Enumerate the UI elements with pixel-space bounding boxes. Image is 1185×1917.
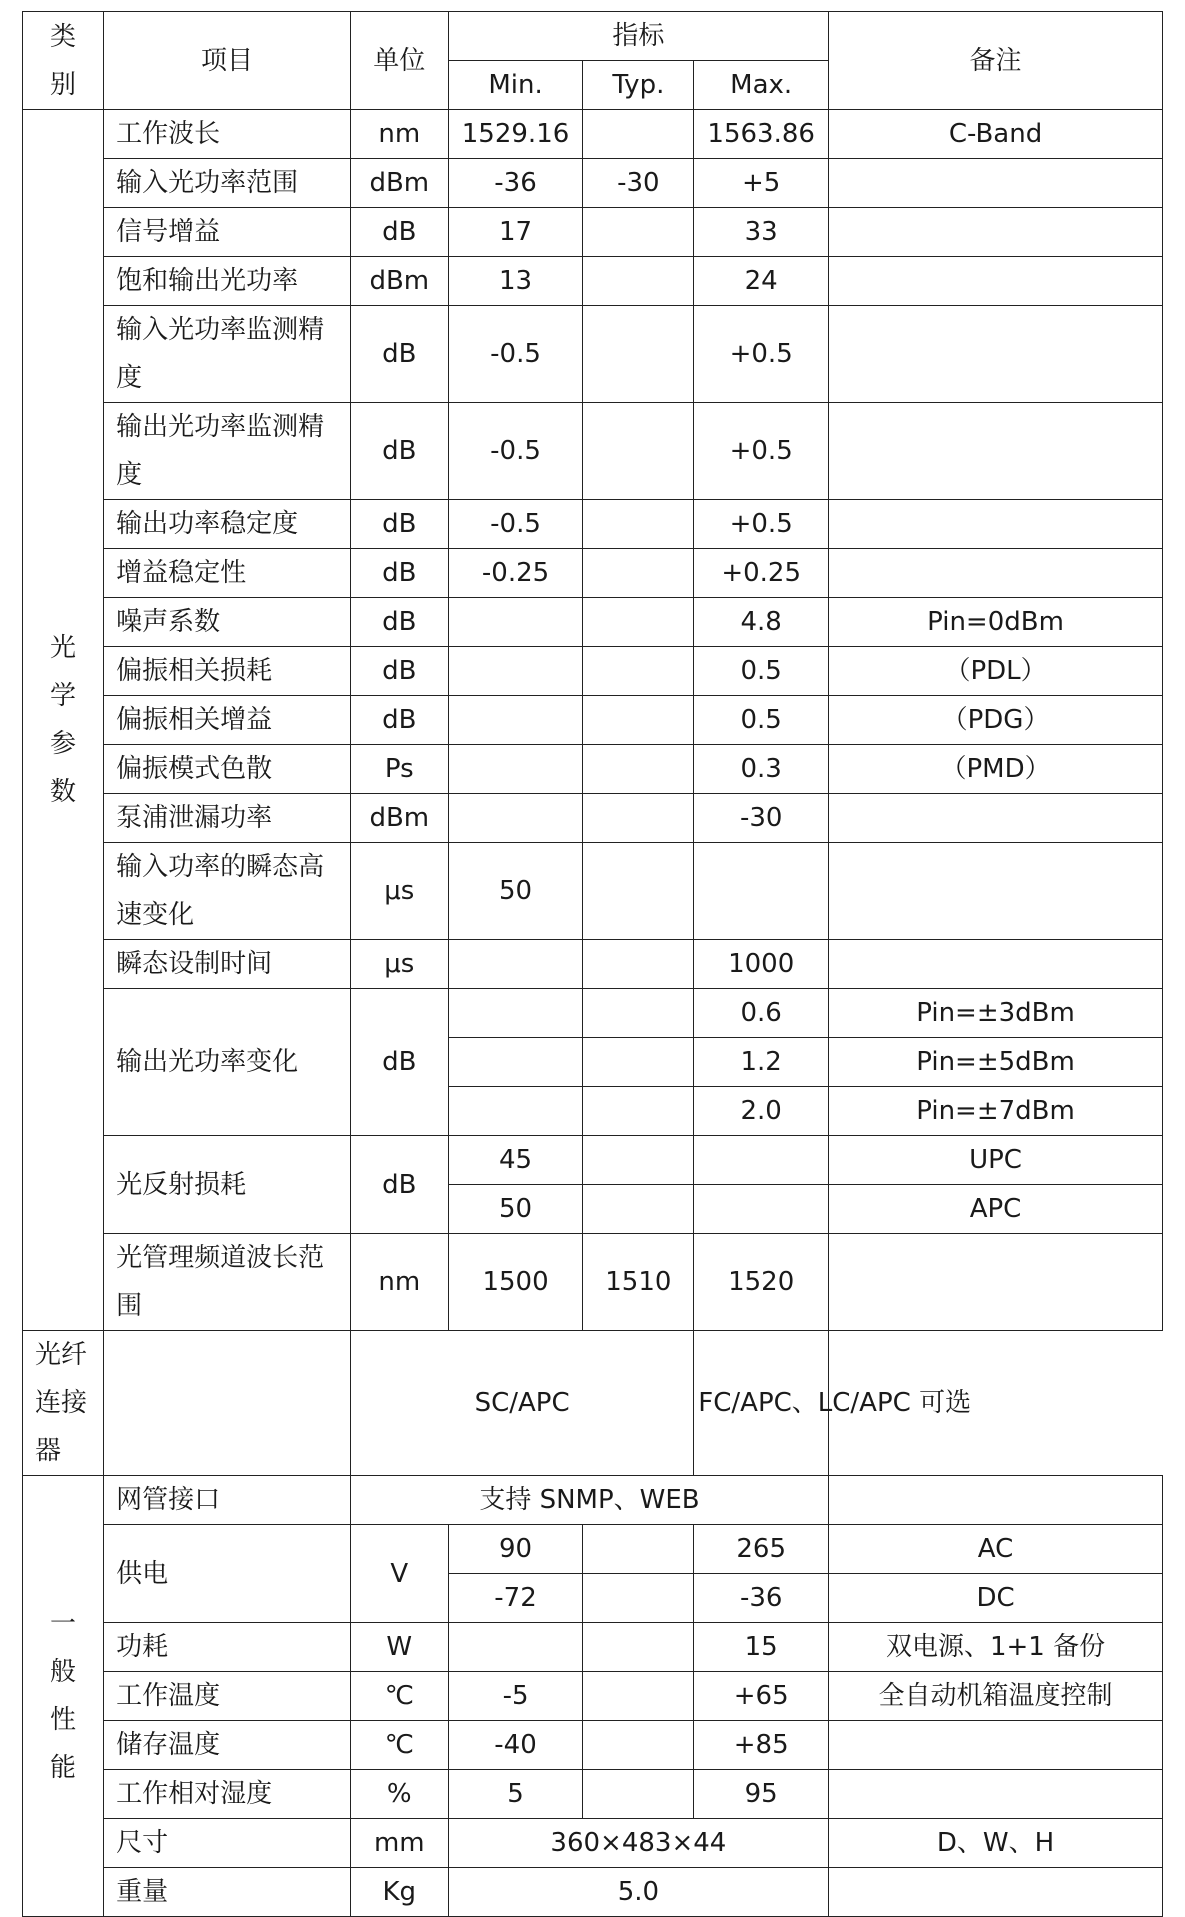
row-remark: Pin=±7dBm [829,1087,1163,1136]
row-unit: % [350,1770,448,1819]
row-typ [583,989,694,1038]
row-unit: dB [350,403,448,500]
row-item: 输出功率稳定度 [104,500,351,549]
row-item: 输入功率的瞬态高速变化 [104,843,351,940]
row-unit: dB [350,306,448,403]
row-item: 光管理频道波长范围 [104,1234,351,1331]
row-typ [583,208,694,257]
row-remark: 全自动机箱温度控制 [829,1672,1163,1721]
row-unit: Kg [350,1868,448,1917]
row-min: -0.5 [448,403,583,500]
row-remark: （PDL） [829,647,1163,696]
row-min [448,647,583,696]
row-max: 265 [694,1525,829,1574]
row-typ: -30 [583,159,694,208]
table-row [23,1868,1163,1917]
row-typ [583,549,694,598]
row-item: 工作相对湿度 [104,1770,351,1819]
row-value: SC/APC [350,1331,693,1476]
row-item: 输出光功率变化 [104,989,351,1136]
table-row [23,306,1163,403]
category-optical: 光学参数 [23,110,104,1331]
header-item: 项目 [104,12,351,110]
row-remark [829,1770,1163,1819]
row-max: +5 [694,159,829,208]
row-typ [583,110,694,159]
row-unit: mm [350,1819,448,1868]
row-remark [829,500,1163,549]
row-unit: dB [350,549,448,598]
table-row [23,1721,1163,1770]
row-max: 24 [694,257,829,306]
table-row [23,257,1163,306]
row-item: 噪声系数 [104,598,351,647]
row-min: 17 [448,208,583,257]
row-max: 2.0 [694,1087,829,1136]
table-row [23,696,1163,745]
table-row [23,940,1163,989]
row-max: +0.5 [694,306,829,403]
row-item: 储存温度 [104,1721,351,1770]
row-item: 工作波长 [104,110,351,159]
row-typ [583,940,694,989]
header-min: Min. [448,61,583,110]
row-max: 0.5 [694,647,829,696]
row-max: 1.2 [694,1038,829,1087]
table-row [23,208,1163,257]
row-max: -36 [694,1574,829,1623]
row-typ [583,843,694,940]
row-max: 0.3 [694,745,829,794]
row-max: 15 [694,1623,829,1672]
row-item: 偏振相关增益 [104,696,351,745]
row-item: 输入光功率范围 [104,159,351,208]
row-unit: dB [350,696,448,745]
category-general: 一般性能 [23,1476,104,1917]
row-min: 45 [448,1136,583,1185]
table-row [23,549,1163,598]
row-min: -0.25 [448,549,583,598]
row-remark [829,549,1163,598]
row-max: 1563.86 [694,110,829,159]
row-remark: UPC [829,1136,1163,1185]
row-remark [829,257,1163,306]
row-min: 13 [448,257,583,306]
row-typ [583,1185,694,1234]
row-max: 1000 [694,940,829,989]
row-max: +0.25 [694,549,829,598]
table-row [23,745,1163,794]
row-min: -5 [448,1672,583,1721]
table-row [23,1476,1163,1525]
row-unit: dB [350,500,448,549]
row-typ [583,1136,694,1185]
table-row [23,1234,1163,1331]
table-row [23,1819,1163,1868]
row-remark [829,403,1163,500]
table-row [23,1770,1163,1819]
table-row [23,159,1163,208]
row-unit: nm [350,110,448,159]
row-min: 1529.16 [448,110,583,159]
row-typ [583,257,694,306]
row-typ [583,1672,694,1721]
table-row [23,843,1163,940]
header-indicator: 指标 [448,12,828,61]
row-item: 供电 [104,1525,351,1623]
row-max: 1520 [694,1234,829,1331]
row-item: 瞬态设制时间 [104,940,351,989]
row-unit: Ps [350,745,448,794]
row-item: 光纤连接器 [23,1331,104,1476]
row-min: -40 [448,1721,583,1770]
table-row [23,403,1163,500]
row-value: 360×483×44 [448,1819,828,1868]
row-remark [829,208,1163,257]
row-item: 偏振模式色散 [104,745,351,794]
row-item: 信号增益 [104,208,351,257]
row-unit [104,1331,351,1476]
row-unit: dB [350,647,448,696]
row-typ [583,598,694,647]
row-remark [829,1476,1163,1525]
row-unit: dB [350,1136,448,1234]
table-row [23,110,1163,159]
row-unit: W [350,1623,448,1672]
row-typ [583,647,694,696]
spec-table [22,11,1163,1917]
row-min: 50 [448,1185,583,1234]
row-unit: dBm [350,257,448,306]
row-unit: dB [350,598,448,647]
row-max: 0.6 [694,989,829,1038]
row-remark [829,306,1163,403]
row-remark [829,940,1163,989]
row-remark [829,1234,1163,1331]
row-unit: μs [350,940,448,989]
row-value: 支持 SNMP、WEB [350,1476,828,1525]
row-item: 偏振相关损耗 [104,647,351,696]
row-min: -36 [448,159,583,208]
row-typ [583,1038,694,1087]
row-unit: dBm [350,159,448,208]
row-min: 90 [448,1525,583,1574]
row-remark: APC [829,1185,1163,1234]
row-item: 光反射损耗 [104,1136,351,1234]
row-min [448,940,583,989]
row-item: 功耗 [104,1623,351,1672]
row-min: 1500 [448,1234,583,1331]
table-row [23,794,1163,843]
table-row [23,598,1163,647]
row-min: -72 [448,1574,583,1623]
row-typ [583,306,694,403]
row-min [448,1623,583,1672]
row-remark: AC [829,1525,1163,1574]
row-max [694,1185,829,1234]
row-min [448,1038,583,1087]
row-max: 0.5 [694,696,829,745]
row-unit: dB [350,989,448,1136]
row-remark: FC/APC、LC/APC 可选 [694,1331,829,1476]
row-max: -30 [694,794,829,843]
table-row [23,1525,1163,1574]
row-min [448,794,583,843]
row-remark [829,1868,1163,1917]
row-value: 5.0 [448,1868,828,1917]
header-category: 类别 [23,12,104,110]
row-remark: （PMD） [829,745,1163,794]
row-typ [583,403,694,500]
row-min: -0.5 [448,306,583,403]
header-max: Max. [694,61,829,110]
row-typ [583,1087,694,1136]
row-unit: nm [350,1234,448,1331]
row-min [448,1087,583,1136]
row-remark: DC [829,1574,1163,1623]
row-max: 95 [694,1770,829,1819]
row-remark: 双电源、1+1 备份 [829,1623,1163,1672]
row-unit: dB [350,208,448,257]
row-max [694,843,829,940]
row-remark: Pin=±3dBm [829,989,1163,1038]
row-max [694,1136,829,1185]
row-min: 50 [448,843,583,940]
row-item: 工作温度 [104,1672,351,1721]
row-max: +65 [694,1672,829,1721]
row-typ [583,500,694,549]
row-item: 输入光功率监测精度 [104,306,351,403]
row-item: 增益稳定性 [104,549,351,598]
row-typ [583,794,694,843]
row-item: 重量 [104,1868,351,1917]
row-remark: Pin=0dBm [829,598,1163,647]
row-typ [583,1525,694,1574]
row-unit: V [350,1525,448,1623]
row-item: 输出光功率监测精度 [104,403,351,500]
row-remark [829,794,1163,843]
row-min [448,989,583,1038]
row-remark [829,1721,1163,1770]
row-typ [583,1721,694,1770]
row-max: 4.8 [694,598,829,647]
header-row [23,12,1163,61]
row-remark: C-Band [829,110,1163,159]
row-remark: Pin=±5dBm [829,1038,1163,1087]
row-min [448,745,583,794]
row-max: +0.5 [694,500,829,549]
row-typ: 1510 [583,1234,694,1331]
row-unit: ℃ [350,1672,448,1721]
row-item: 饱和输出光功率 [104,257,351,306]
table-row [23,1623,1163,1672]
row-unit: μs [350,843,448,940]
row-remark: D、W、H [829,1819,1163,1868]
row-max: +0.5 [694,403,829,500]
header-remark: 备注 [829,12,1163,110]
row-unit: ℃ [350,1721,448,1770]
row-item: 网管接口 [104,1476,351,1525]
row-remark [829,843,1163,940]
row-typ [583,1574,694,1623]
table-row [23,500,1163,549]
table-row [23,1331,1163,1476]
row-min: 5 [448,1770,583,1819]
row-min: -0.5 [448,500,583,549]
row-typ [583,745,694,794]
row-typ [583,696,694,745]
row-max: +85 [694,1721,829,1770]
row-item: 泵浦泄漏功率 [104,794,351,843]
row-remark [829,159,1163,208]
row-item: 尺寸 [104,1819,351,1868]
row-min [448,696,583,745]
row-typ [583,1770,694,1819]
table-row [23,1672,1163,1721]
row-remark: （PDG） [829,696,1163,745]
table-row [23,1136,1163,1185]
table-row [23,647,1163,696]
row-min [448,598,583,647]
header-unit: 单位 [350,12,448,110]
row-unit: dBm [350,794,448,843]
row-typ [583,1623,694,1672]
row-max: 33 [694,208,829,257]
header-typ: Typ. [583,61,694,110]
table-row [23,989,1163,1038]
